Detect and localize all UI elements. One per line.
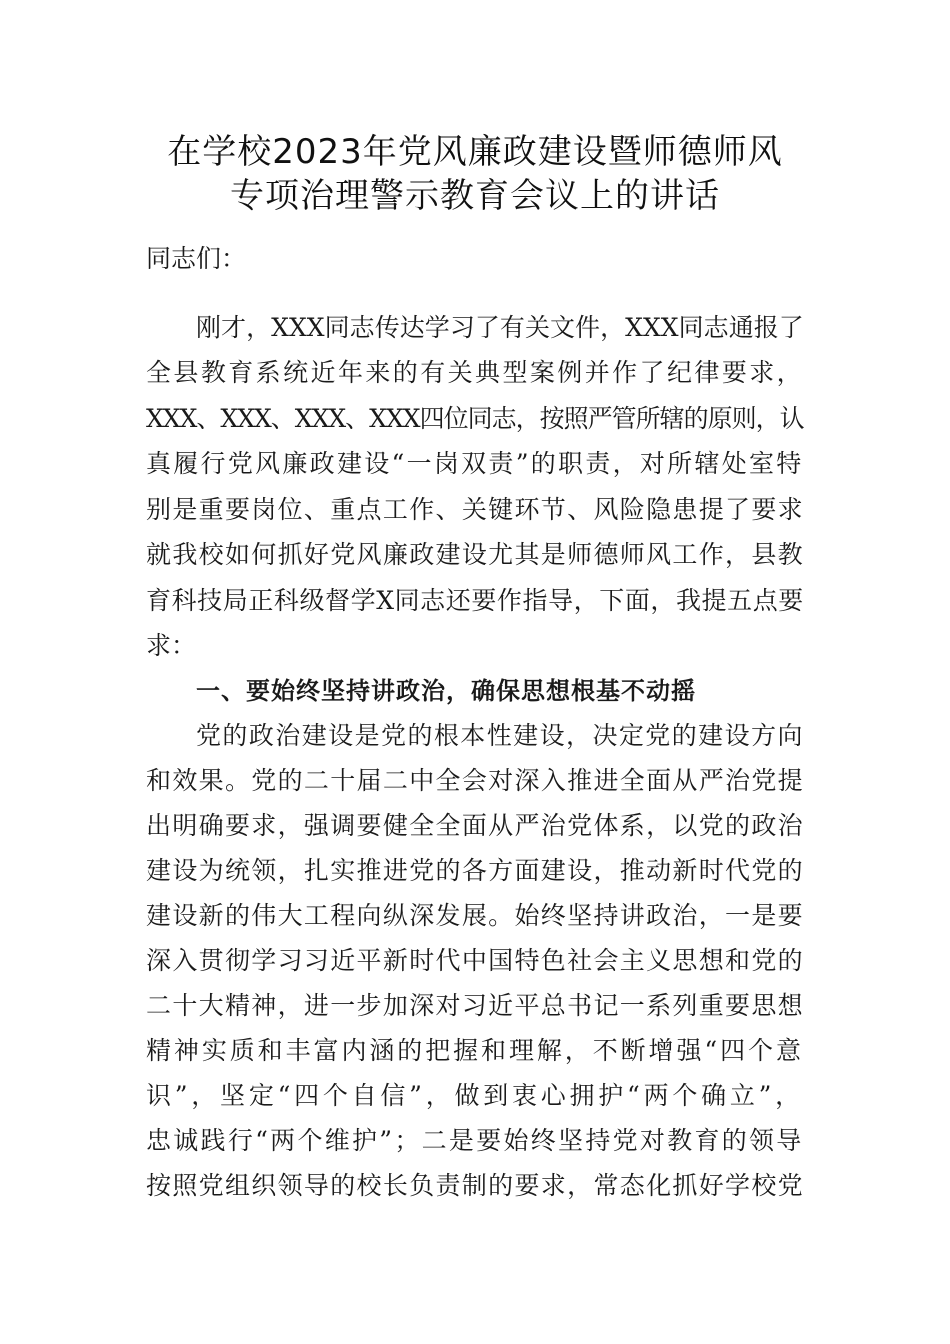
salutation: 同志们： bbox=[146, 244, 247, 273]
paragraph-line: 真履行党风廉政建设“一岗双责”的职责，对所辖处室特 bbox=[146, 449, 804, 478]
paragraph-line: 精神实质和丰富内涵的把握和理解，不断增强“四个意 bbox=[146, 1036, 804, 1065]
paragraph-line: 按照党组织领导的校长负责制的要求，常态化抓好学校党 bbox=[146, 1171, 805, 1200]
paragraph-line: 就我校如何抓好党风廉政建设尤其是师德师风工作，县教 bbox=[146, 540, 805, 569]
paragraph-line: 刚才，XXX同志传达学习了有关文件，XXX同志通报了 bbox=[196, 313, 804, 342]
paragraph-line: XXX、XXX、XXX、XXX四位同志，按照严管所辖的原则，认 bbox=[146, 404, 804, 433]
paragraph-line: 育科技局正科级督学X同志还要作指导，下面，我提五点要 bbox=[146, 586, 804, 615]
paragraph-line: 忠诚践行“两个维护”；二是要始终坚持党对教育的领导 bbox=[146, 1126, 804, 1155]
paragraph-line: 出明确要求，强调要健全全面从严治党体系，以党的政治 bbox=[146, 811, 805, 840]
paragraph-line: 全县教育系统近年来的有关典型案例并作了纪律要求， bbox=[146, 358, 805, 387]
paragraph-line: 二十大精神，进一步加深对习近平总书记一系列重要思想 bbox=[146, 991, 805, 1020]
paragraph-line: 建设新的伟大工程向纵深发展。始终坚持讲政治，一是要 bbox=[146, 901, 805, 930]
paragraph-line: 建设为统领，扎实推进党的各方面建设，推动新时代党的 bbox=[146, 856, 805, 885]
paragraph-line: 识”，坚定“四个自信”，做到衷心拥护“两个确立”， bbox=[146, 1081, 804, 1110]
paragraph-line: 党的政治建设是党的根本性建设，决定党的建设方向 bbox=[196, 721, 804, 750]
paragraph-line: 求： bbox=[146, 631, 197, 660]
document-title-line-1: 在学校2023年党风廉政建设暨师德师风 bbox=[167, 132, 783, 172]
section-heading: 一、要始终坚持讲政治，确保思想根基不动摇 bbox=[196, 677, 696, 705]
paragraph-line: 深入贯彻学习习近平新时代中国特色社会主义思想和党的 bbox=[146, 946, 805, 975]
paragraph-line: 和效果。党的二十届二中全会对深入推进全面从严治党提 bbox=[146, 766, 805, 795]
paragraph-line: 别是重要岗位、重点工作、关键环节、风险隐患提了要求 bbox=[146, 495, 805, 524]
document-title-line-2: 专项治理警示教育会议上的讲话 bbox=[230, 176, 720, 216]
